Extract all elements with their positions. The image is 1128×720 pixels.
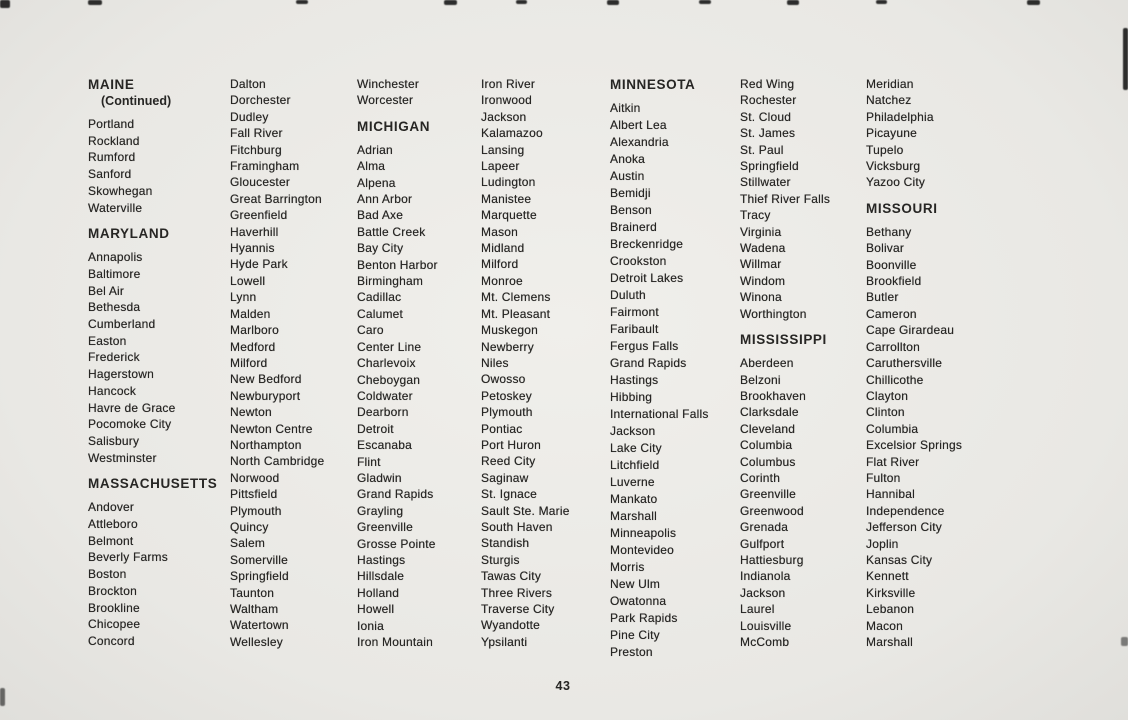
city-item: Fulton: [866, 470, 901, 485]
city-item: Marshall: [610, 509, 657, 523]
city-item: Standish: [481, 536, 530, 551]
city-item: Laurel: [740, 602, 775, 617]
city-item: Skowhegan: [88, 183, 153, 198]
city-item: Medford: [230, 339, 276, 354]
column-1: [88, 76, 230, 650]
city-item: Northampton: [230, 437, 302, 452]
city-item: Reed City: [481, 454, 536, 469]
city-item: Joplin: [866, 536, 899, 551]
city-list: [230, 76, 357, 650]
city-item: Plymouth: [230, 503, 282, 518]
city-item: Luverne: [610, 475, 655, 489]
column-2: [230, 76, 357, 650]
city-item: Anoka: [610, 152, 646, 166]
scan-artifact: [296, 0, 308, 4]
city-item: Watertown: [230, 618, 289, 633]
city-item: Philadelphia: [866, 109, 934, 124]
city-item: Portland: [88, 117, 135, 131]
city-item: Howell: [357, 602, 395, 617]
city-item: Adrian: [357, 142, 393, 157]
city-item: Tawas City: [481, 569, 542, 584]
city-item: Battle Creek: [357, 224, 426, 239]
city-item: Thief River Falls: [740, 191, 831, 206]
city-item: Benton Harbor: [357, 257, 438, 272]
city-item: Hannibal: [866, 487, 915, 502]
city-item: Hastings: [610, 373, 659, 387]
city-item: Lansing: [481, 142, 525, 157]
city-item: Port Huron: [481, 437, 542, 452]
city-item: Somerville: [230, 552, 289, 567]
city-item: Benson: [610, 203, 652, 217]
city-item: Clinton: [866, 405, 905, 420]
city-item: Worthington: [740, 306, 807, 321]
city-item: Charlevoix: [357, 356, 416, 371]
city-item: Hancock: [88, 383, 137, 398]
city-item: Marquette: [481, 208, 537, 223]
scan-artifact: [607, 0, 619, 5]
column-7: [866, 76, 1016, 650]
city-list: [481, 76, 610, 650]
city-item: Iron Mountain: [357, 635, 433, 649]
state-continued-label: (Continued): [101, 94, 172, 108]
city-item: Flat River: [866, 454, 920, 469]
city-item: Crookston: [610, 254, 667, 268]
city-item: Coldwater: [357, 388, 413, 403]
city-item: Havre de Grace: [88, 400, 176, 415]
city-list: [740, 76, 866, 322]
city-item: Detroit Lakes: [610, 271, 684, 285]
city-item: Springfield: [230, 569, 289, 584]
city-item: Natchez: [866, 93, 912, 108]
city-item: Winchester: [357, 77, 420, 91]
city-list: [740, 355, 866, 650]
city-item: Winona: [740, 290, 782, 305]
city-item: Fairmont: [610, 305, 659, 319]
city-item: Holland: [357, 585, 400, 600]
city-item: Tracy: [740, 208, 771, 223]
city-item: Brookline: [88, 600, 140, 615]
city-item: Kalamazoo: [481, 126, 543, 141]
city-item: Andover: [88, 500, 135, 515]
city-item: Ypsilanti: [481, 634, 528, 649]
city-item: Dalton: [230, 77, 266, 91]
city-item: Saginaw: [481, 470, 529, 485]
city-item: Rumford: [88, 150, 136, 165]
city-item: Aberdeen: [740, 356, 794, 371]
scan-artifact: [1123, 28, 1128, 90]
city-item: Willmar: [740, 257, 782, 272]
city-item: Duluth: [610, 288, 646, 302]
city-item: Pocomoke City: [88, 417, 172, 432]
city-item: Greenfield: [230, 208, 288, 223]
state-name: MASSACHUSETTS: [88, 476, 218, 492]
city-item: Columbus: [740, 454, 796, 469]
city-item: Hyde Park: [230, 257, 288, 272]
city-item: New Ulm: [610, 577, 661, 591]
city-item: Minneapolis: [610, 526, 677, 540]
city-item: Chillicothe: [866, 372, 924, 387]
city-item: Owosso: [481, 372, 526, 387]
city-item: Tupelo: [866, 142, 904, 157]
city-item: Frederick: [88, 350, 140, 365]
city-item: Belmont: [88, 533, 134, 548]
city-item: Dorchester: [230, 93, 291, 108]
city-item: Waterville: [88, 200, 143, 215]
state-header-massachusetts: [88, 475, 230, 492]
state-name: MISSOURI: [866, 200, 938, 216]
city-item: Muskegon: [481, 323, 538, 338]
city-item: St. Cloud: [740, 109, 792, 124]
city-item: Mt. Pleasant: [481, 306, 551, 321]
city-list: [88, 249, 230, 466]
city-item: Corinth: [740, 470, 781, 485]
city-item: Grenada: [740, 520, 789, 535]
city-item: Great Barrington: [230, 191, 322, 206]
state-header-minnesota: [610, 76, 740, 93]
city-item: Alpena: [357, 175, 396, 190]
city-item: St. James: [740, 126, 796, 141]
city-item: South Haven: [481, 519, 553, 534]
state-header-maryland: [88, 225, 230, 242]
city-item: Grayling: [357, 503, 404, 518]
city-item: Lake City: [610, 441, 662, 455]
city-item: Bad Axe: [357, 208, 404, 223]
city-item: Milford: [481, 257, 519, 272]
city-item: Newton Centre: [230, 421, 313, 436]
city-item: Jackson: [740, 585, 786, 600]
city-item: Grosse Pointe: [357, 536, 436, 551]
city-item: Center Line: [357, 339, 422, 354]
city-item: Iron River: [481, 77, 536, 91]
city-item: Fergus Falls: [610, 339, 679, 353]
city-item: Brookfield: [866, 274, 922, 289]
city-item: Alma: [357, 159, 386, 174]
city-item: Breckenridge: [610, 237, 684, 251]
city-item: Cadillac: [357, 290, 402, 305]
city-item: Clayton: [866, 388, 909, 403]
city-list: [866, 224, 1016, 651]
city-item: Indianola: [740, 569, 791, 584]
city-list: [88, 116, 230, 216]
city-item: Sturgis: [481, 552, 520, 567]
city-item: Independence: [866, 503, 945, 518]
scan-artifact: [1027, 0, 1040, 5]
city-item: Kennett: [866, 569, 909, 584]
city-item: Worcester: [357, 93, 414, 108]
city-item: Morris: [610, 560, 645, 574]
city-item: Detroit: [357, 421, 394, 436]
state-name: MAINE: [88, 77, 135, 92]
city-item: Gulfport: [740, 536, 785, 551]
city-item: Wyandotte: [481, 618, 541, 633]
city-list-columns: [88, 76, 1016, 661]
city-item: Chicopee: [88, 617, 141, 632]
city-item: Midland: [481, 241, 525, 256]
city-item: Gloucester: [230, 175, 291, 190]
scan-artifact: [699, 0, 711, 4]
city-item: Wadena: [740, 241, 786, 256]
city-item: Wellesley: [230, 634, 283, 649]
city-item: Windom: [740, 273, 786, 288]
city-item: St. Paul: [740, 142, 784, 157]
city-item: Three Rivers: [481, 585, 553, 600]
city-item: Greenville: [357, 520, 414, 535]
city-item: Macon: [866, 618, 904, 633]
scan-artifact: [516, 0, 527, 4]
city-item: Sanford: [88, 167, 132, 182]
state-name: MISSISSIPPI: [740, 332, 827, 348]
city-item: Bemidji: [610, 186, 651, 200]
state-header-mississippi: [740, 331, 866, 348]
state-header-maine: [88, 76, 230, 109]
city-item: Grand Rapids: [610, 356, 687, 370]
city-item: Hagerstown: [88, 367, 155, 382]
city-item: Springfield: [740, 159, 799, 174]
scan-artifact: [787, 0, 799, 5]
city-item: Bethany: [866, 224, 912, 239]
city-item: Newton: [230, 405, 272, 420]
city-item: Salisbury: [88, 433, 140, 448]
city-item: Cleveland: [740, 421, 796, 436]
city-item: Bay City: [357, 241, 404, 256]
city-item: International Falls: [610, 407, 709, 421]
city-item: Waltham: [230, 602, 279, 616]
city-item: Fitchburg: [230, 142, 282, 157]
city-item: North Cambridge: [230, 454, 325, 469]
city-item: Columbia: [866, 421, 919, 436]
city-item: Preston: [610, 645, 653, 659]
city-item: Milford: [230, 355, 268, 370]
city-item: Cumberland: [88, 317, 156, 332]
city-item: Rockland: [88, 133, 140, 148]
city-item: Pontiac: [481, 421, 523, 436]
city-item: Excelsior Springs: [866, 438, 963, 453]
city-item: Austin: [610, 169, 645, 183]
column-3: [357, 76, 481, 650]
city-list: [610, 100, 740, 661]
city-item: Brainerd: [610, 220, 657, 234]
city-item: Escanaba: [357, 438, 412, 453]
city-item: Jackson: [481, 109, 527, 124]
city-item: New Bedford: [230, 372, 302, 387]
city-item: Petoskey: [481, 388, 532, 403]
city-item: Cameron: [866, 306, 917, 321]
city-item: Butler: [866, 290, 899, 305]
city-item: Louisville: [740, 618, 792, 633]
city-item: Beverly Farms: [88, 550, 168, 565]
city-item: Hyannis: [230, 241, 275, 256]
city-item: Malden: [230, 306, 271, 321]
city-item: Aitkin: [610, 101, 641, 115]
city-item: Taunton: [230, 585, 275, 600]
column-4: [481, 76, 610, 650]
city-item: Kansas City: [866, 552, 933, 567]
city-item: Gladwin: [357, 470, 402, 485]
state-name: MINNESOTA: [610, 77, 696, 92]
city-item: Easton: [88, 333, 127, 348]
scan-artifact: [88, 0, 102, 5]
city-item: Mt. Clemens: [481, 290, 551, 305]
city-item: Faribault: [610, 322, 659, 336]
city-item: Mason: [481, 224, 519, 239]
city-item: Jefferson City: [866, 520, 942, 535]
city-item: Yazoo City: [866, 175, 926, 190]
city-item: Niles: [481, 355, 509, 370]
city-item: Lapeer: [481, 159, 520, 174]
city-item: Bethesda: [88, 300, 141, 315]
scan-artifact: [876, 0, 887, 4]
city-item: Owatonna: [610, 594, 667, 608]
page-number: 43: [555, 679, 571, 693]
scan-artifact: [0, 0, 10, 8]
column-6: [740, 76, 866, 650]
city-item: Park Rapids: [610, 611, 678, 625]
city-item: Hibbing: [610, 390, 653, 404]
city-item: Salem: [230, 536, 266, 551]
city-item: Plymouth: [481, 405, 533, 420]
city-item: Norwood: [230, 470, 280, 485]
city-item: Albert Lea: [610, 118, 667, 132]
city-item: Dearborn: [357, 405, 409, 420]
city-item: Traverse City: [481, 602, 555, 616]
city-item: Concord: [88, 633, 135, 648]
city-item: Quincy: [230, 519, 269, 534]
scan-artifact: [444, 0, 457, 5]
state-name: MICHIGAN: [357, 118, 431, 134]
city-item: Bel Air: [88, 283, 125, 298]
city-item: Framingham: [230, 159, 300, 174]
scan-artifact: [0, 688, 5, 706]
city-item: Brookhaven: [740, 388, 807, 403]
city-item: Kirksville: [866, 585, 916, 600]
city-item: McComb: [740, 635, 790, 649]
city-item: Sault Ste. Marie: [481, 503, 570, 518]
city-item: Brockton: [88, 583, 137, 598]
city-list: [357, 142, 481, 651]
city-item: Hattiesburg: [740, 552, 804, 567]
city-item: Rochester: [740, 93, 797, 108]
city-item: Cheboygan: [357, 372, 421, 387]
city-item: Greenwood: [740, 503, 804, 518]
city-item: Meridian: [866, 77, 914, 91]
city-list: [357, 76, 481, 109]
city-item: Boston: [88, 567, 127, 582]
city-item: Jackson: [610, 424, 656, 438]
city-item: Montevideo: [610, 543, 675, 557]
scan-artifact: [1121, 637, 1128, 646]
city-item: Dudley: [230, 109, 269, 124]
city-item: Fall River: [230, 126, 283, 141]
city-item: Attleboro: [88, 517, 138, 532]
city-item: Flint: [357, 454, 381, 469]
city-item: Caruthersville: [866, 356, 943, 371]
state-header-michigan: [357, 118, 481, 135]
city-item: Carrollton: [866, 339, 921, 354]
city-item: Newberry: [481, 339, 534, 354]
city-item: Baltimore: [88, 266, 141, 281]
city-item: Lynn: [230, 290, 257, 305]
city-item: Mankato: [610, 492, 658, 506]
city-item: Vicksburg: [866, 159, 921, 174]
city-item: Hillsdale: [357, 569, 405, 584]
city-item: Newburyport: [230, 388, 301, 403]
city-item: Manistee: [481, 191, 532, 206]
city-item: Ironwood: [481, 93, 532, 108]
city-list: [88, 499, 230, 649]
city-item: Annapolis: [88, 250, 143, 265]
city-item: Bolivar: [866, 241, 905, 256]
city-item: Pine City: [610, 628, 660, 642]
city-item: Marshall: [866, 635, 913, 649]
state-name: MARYLAND: [88, 226, 170, 242]
city-item: Greenville: [740, 487, 797, 502]
city-item: Belzoni: [740, 372, 781, 387]
city-item: Grand Rapids: [357, 487, 434, 502]
city-item: Marlboro: [230, 323, 279, 338]
city-item: Westminster: [88, 450, 157, 465]
city-item: Calumet: [357, 306, 404, 321]
state-header-missouri: [866, 200, 1016, 217]
city-item: Picayune: [866, 126, 917, 141]
city-item: Red Wing: [740, 77, 795, 91]
city-item: Lebanon: [866, 602, 915, 617]
column-5: [610, 76, 740, 661]
city-item: Ann Arbor: [357, 192, 413, 207]
city-item: Birmingham: [357, 274, 424, 289]
city-item: Lowell: [230, 273, 266, 288]
city-item: St. Ignace: [481, 487, 538, 502]
city-item: Ludington: [481, 175, 536, 190]
city-item: Stillwater: [740, 175, 791, 190]
city-item: Boonville: [866, 257, 917, 272]
city-item: Cape Girardeau: [866, 323, 955, 338]
city-item: Pittsfield: [230, 487, 278, 502]
city-item: Virginia: [740, 224, 782, 239]
city-item: Clarksdale: [740, 405, 799, 420]
city-item: Columbia: [740, 438, 793, 453]
city-list: [866, 76, 1016, 191]
city-item: Caro: [357, 323, 384, 338]
city-item: Litchfield: [610, 458, 660, 472]
city-item: Hastings: [357, 552, 406, 567]
city-item: Ionia: [357, 618, 385, 633]
city-item: Monroe: [481, 273, 523, 288]
city-item: Haverhill: [230, 224, 279, 239]
city-item: Alexandria: [610, 135, 669, 149]
